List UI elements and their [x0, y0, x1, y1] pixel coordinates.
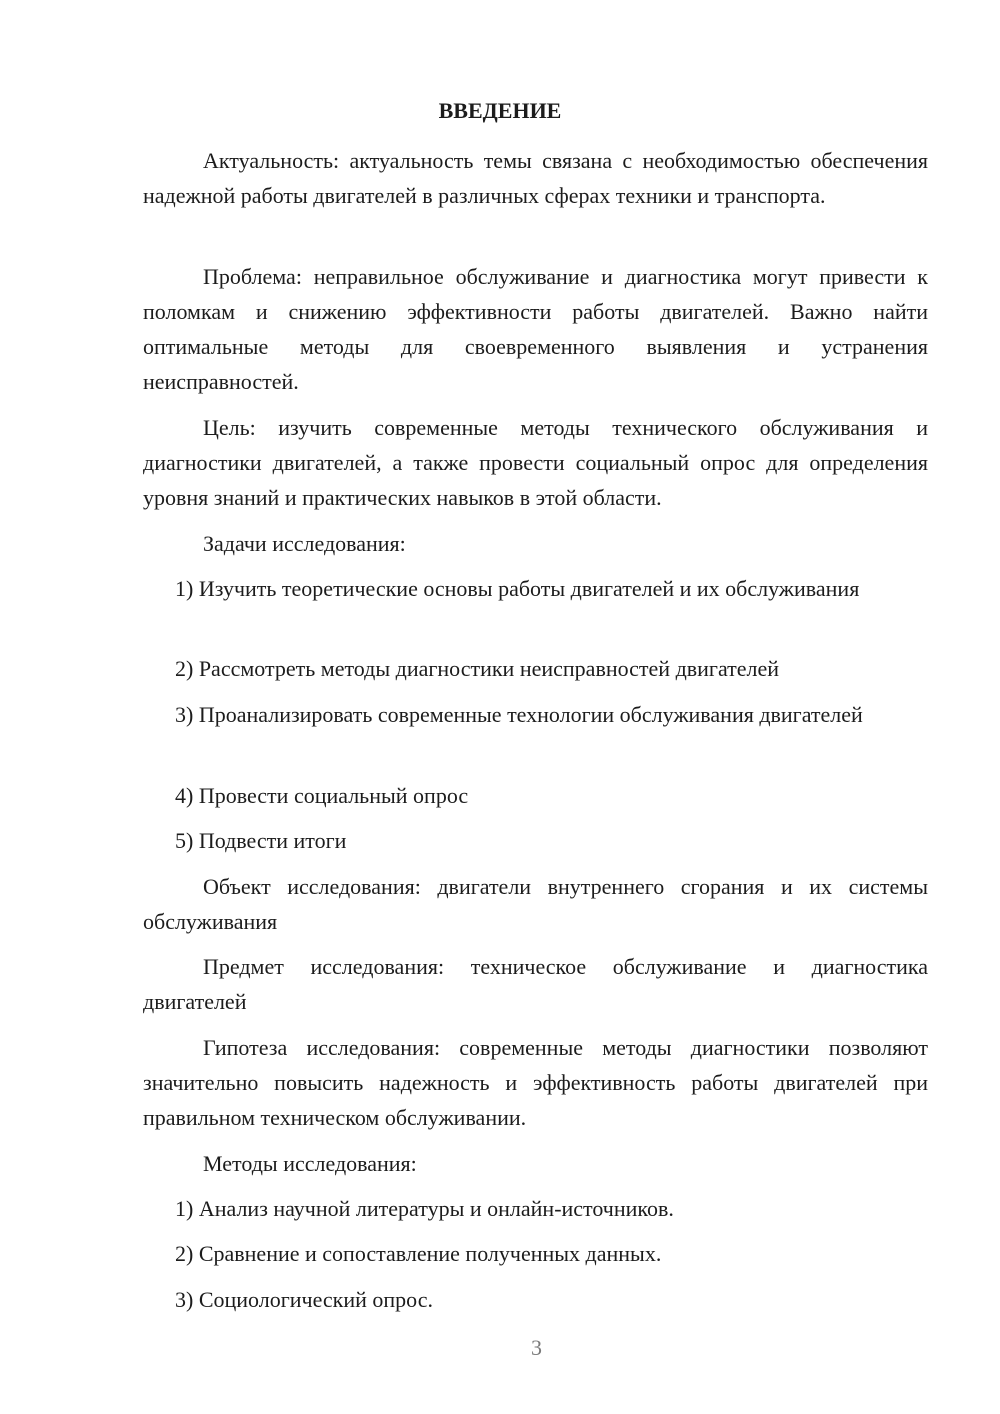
paragraph-subject: Предмет исследования: техническое обслуживание и диагностика двигателей: [143, 954, 928, 1014]
paragraph-methods-heading: Методы исследования:: [203, 1151, 417, 1176]
list-item-task-5: 5) Подвести итоги: [175, 828, 347, 853]
page-title: ВВЕДЕНИЕ: [438, 98, 562, 123]
list-item-task-4: 4) Провести социальный опрос: [175, 783, 469, 808]
paragraph-goal: Цель: изучить современные методы технического обслуживания и диагностики двигателей, а также провести социальный опрос для определения уровня знаний и практических навыков в этой области.: [143, 415, 928, 510]
list-item-method-3: 3) Социологический опрос.: [175, 1287, 433, 1312]
list-item-task-1: 1) Изучить теоретические основы работы двигателей и их обслуживания: [175, 576, 860, 601]
list-item-method-1: 1) Анализ научной литературы и онлайн-источников.: [175, 1196, 674, 1221]
paragraph-object: Объект исследования: двигатели внутреннего сгорания и их системы обслуживания: [143, 874, 928, 934]
paragraph-tasks-heading: Задачи исследования:: [203, 531, 406, 556]
list-item-task-2: 2) Рассмотреть методы диагностики неисправностей двигателей: [175, 656, 780, 681]
paragraph-relevance: Актуальность: актуальность темы связана с необходимостью обеспечения надежной работы двигателей в различных сферах техники и транспорта.: [143, 148, 928, 208]
paragraph-hypothesis: Гипотеза исследования: современные методы диагностики позволяют значительно повысить надежность и эффективность работы двигателей при правильном техническом обслуживании.: [143, 1035, 928, 1130]
paragraph-problem: Проблема: неправильное обслуживание и диагностика могут привести к поломкам и снижению эффективности работы двигателей. Важно найти оптимальные методы для своевременного выявления и устранения неисправностей.: [143, 264, 928, 394]
list-item-method-2: 2) Сравнение и сопоставление полученных данных.: [175, 1241, 662, 1266]
page-number: 3: [531, 1335, 542, 1360]
list-item-task-3: 3) Проанализировать современные технологии обслуживания двигателей: [175, 702, 863, 727]
